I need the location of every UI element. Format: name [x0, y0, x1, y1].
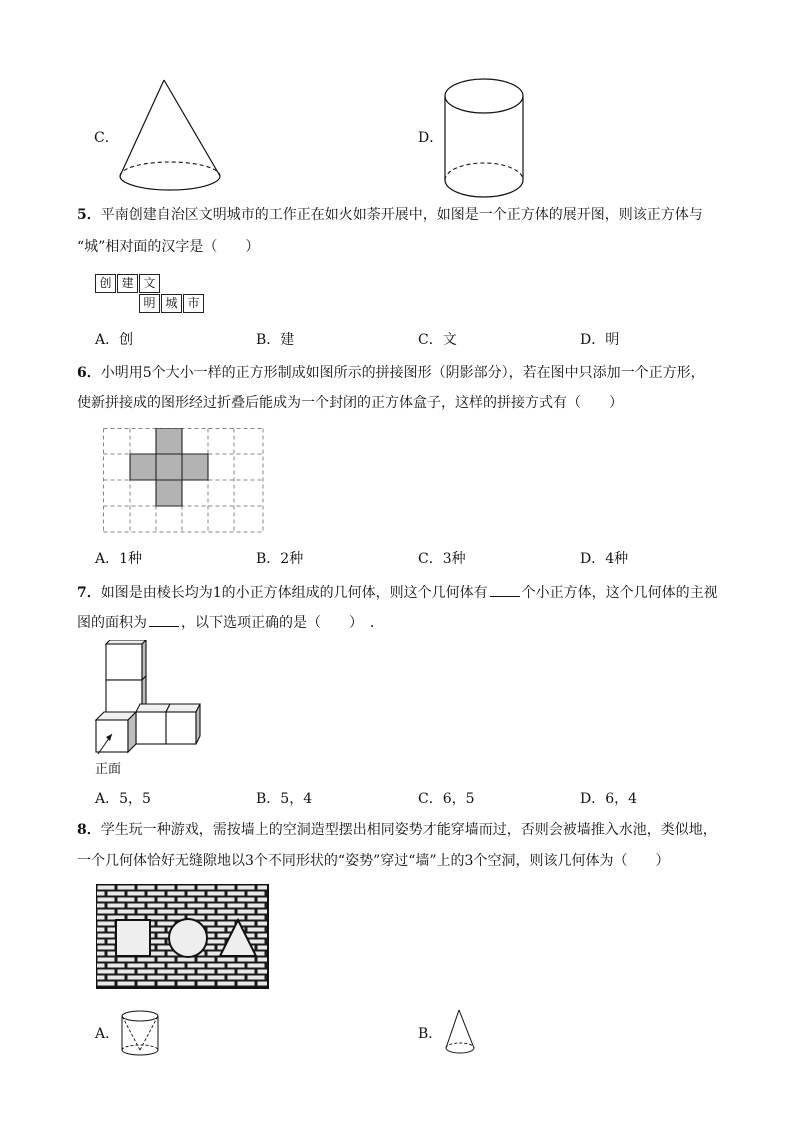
net-cell-2: 建	[117, 274, 138, 293]
q5-text-1: 平南创建自治区文明城市的工作正在如火如荼开展中，如图是一个正方体的展开图，则该正方体与	[100, 207, 703, 223]
net-cell-4: 明	[139, 294, 160, 313]
q8-line2: 一个几何体恰好无缝隙地以3个不同形状的“姿势”穿过“墙”上的3个空洞，则该几何体为（ ）	[77, 853, 670, 869]
q7-line2	[77, 612, 384, 633]
q6-line1	[77, 363, 705, 383]
net-cell-6: 市	[183, 294, 204, 313]
q8-line1	[77, 820, 717, 840]
q7-text-2b: ，以下选项正确的是（ ） ．	[181, 615, 384, 631]
q7-option-b[interactable]: B．5，4	[256, 791, 313, 807]
q6-option-b[interactable]: B．2种	[256, 551, 304, 567]
q8-text-1: 学生玩一种游戏，需按墙上的空洞造型摆出相同姿势才能穿墙而过，否则会被墙推入水池，类似地，	[100, 822, 717, 838]
q8-option-a[interactable]: A．	[95, 1026, 120, 1042]
q5-option-c[interactable]: C．文	[418, 332, 457, 348]
cone-figure	[114, 76, 224, 196]
cube-solid-q7	[92, 640, 212, 758]
q7-option-a[interactable]: A．5，5	[95, 791, 151, 807]
q5-number: 5．	[77, 207, 101, 223]
q7-blank-count	[490, 582, 520, 597]
q7-line1	[77, 582, 718, 603]
q5-line2: “城”相对面的汉字是（ ）	[77, 239, 260, 255]
net-cell-5: 城	[161, 294, 182, 313]
q7-option-c[interactable]: C．6，5	[418, 791, 475, 807]
q5-option-b[interactable]: B．建	[256, 332, 295, 348]
q6-line2: 使新拼接成的图形经过折叠后能成为一个封闭的正方体盒子，这样的拼接方式有（ ）	[77, 395, 623, 411]
q6-number: 6．	[77, 365, 101, 381]
option-c-label: C．	[94, 130, 119, 146]
q6-text-1: 小明用5个大小一样的正方形制成如图所示的拼接图形（阴影部分），若在图中只添加一个正方形，	[100, 365, 705, 381]
q6-option-d[interactable]: D．4种	[580, 551, 629, 567]
q5-line1	[77, 205, 703, 225]
q6-option-a[interactable]: A．1种	[95, 551, 143, 567]
q8-number: 8．	[77, 822, 101, 838]
q8-option-b-cone-icon	[440, 1008, 480, 1060]
q8-option-b[interactable]: B．	[418, 1026, 443, 1042]
q7-text-1b: 个小正方体，这个几何体的主视	[521, 585, 718, 601]
q5-option-a[interactable]: A．创	[95, 332, 134, 348]
front-view-label: 正面	[95, 762, 122, 777]
square-hole-icon	[116, 920, 150, 956]
option-d-label: D．	[418, 130, 444, 146]
q7-blank-area	[149, 612, 179, 627]
cylinder-figure	[440, 76, 530, 202]
q7-text-2a: 图的面积为	[77, 615, 147, 631]
brick-wall-figure	[96, 884, 270, 990]
net-cell-3: 文	[139, 274, 160, 293]
circle-hole-icon	[169, 919, 207, 957]
net-cell-1: 创	[95, 274, 116, 293]
q8-option-a-solid-icon	[118, 1008, 166, 1060]
cube-net-q5	[95, 274, 215, 316]
q7-text-1a: 如图是由棱长均为1的小正方体组成的几何体，则这个几何体有	[100, 585, 488, 601]
q7-option-d[interactable]: D．6，4	[580, 791, 638, 807]
q7-number: 7．	[77, 585, 101, 601]
q6-option-c[interactable]: C．3种	[418, 551, 466, 567]
q5-option-d[interactable]: D．明	[580, 332, 620, 348]
grid-figure-q6	[103, 428, 265, 536]
